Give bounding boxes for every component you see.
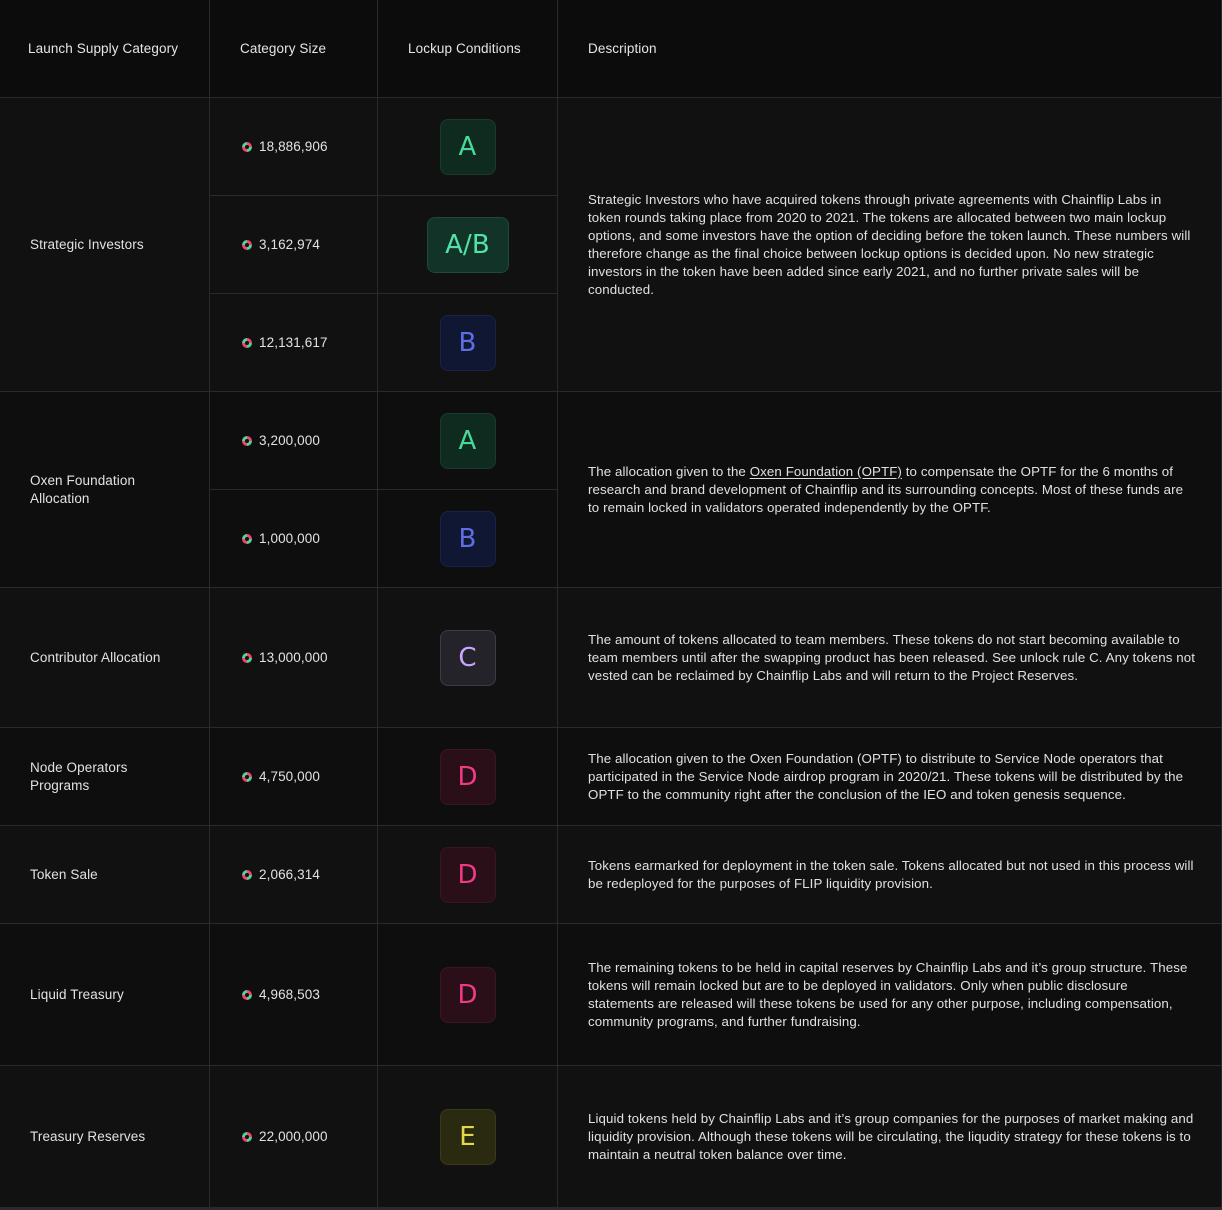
size-value: 12,131,617 — [259, 335, 328, 350]
size-cell — [210, 924, 378, 1066]
flip-token-icon — [242, 534, 252, 544]
description-node-operators: The allocation given to the Oxen Foundation (OPTF) to distribute to Service Node operators that participated in the Service Node airdrop program in 2020/21. These tokens will be distributed by the OPTF to the community right after the conclusion of the IEO and token genesis sequence. — [558, 728, 1222, 826]
size-value: 18,886,906 — [259, 139, 328, 154]
size-value: 22,000,000 — [259, 1129, 328, 1144]
description-strategic-investors: Strategic Investors who have acquired tokens through private agreements with Chainflip Labs in token rounds taking place from 2020 to 2021. The tokens are allocated between two main lockup options, and some investors have the option of deciding before the token launch. These numbers will therefore change as the final choice between lockup options is decided upon. No new strategic investors in the token have been added since early 2021, and no further private sales will be conducted. — [558, 98, 1222, 392]
category-oxen-foundation: Oxen Foundation Allocation — [0, 392, 210, 588]
lockup-cell — [378, 1066, 558, 1208]
size-value: 3,162,974 — [259, 237, 320, 252]
header-description: Description — [558, 0, 1222, 98]
category-token-sale: Token Sale — [0, 826, 210, 924]
lockup-cell — [378, 98, 558, 196]
flip-token-icon — [242, 990, 252, 1000]
lockup-cell — [378, 294, 558, 392]
size-cell — [210, 392, 378, 490]
size-value: 3,200,000 — [259, 433, 320, 448]
size-cell — [210, 490, 378, 588]
size-cell — [210, 294, 378, 392]
description-oxen-foundation — [558, 392, 1222, 588]
size-cell — [210, 826, 378, 924]
lockup-badge-b: B — [440, 315, 496, 371]
lockup-badge-c: C — [440, 630, 496, 686]
size-value: 4,968,503 — [259, 987, 320, 1002]
category-contributor: Contributor Allocation — [0, 588, 210, 728]
size-value: 13,000,000 — [259, 650, 328, 665]
header-category: Launch Supply Category — [0, 0, 210, 98]
lockup-badge-d: D — [440, 967, 496, 1023]
lockup-badge-ab: A/B — [427, 217, 509, 273]
flip-token-icon — [242, 240, 252, 250]
size-cell — [210, 196, 378, 294]
lockup-badge-d: D — [440, 749, 496, 805]
lockup-cell — [378, 588, 558, 728]
lockup-cell — [378, 196, 558, 294]
lockup-cell — [378, 728, 558, 826]
description-text-end: to compensate the OPTF for the 6 months of research and brand development of Chainflip and its surrounding concepts. Most of these funds are to remain locked in validators operated independently by the OPTF. — [588, 463, 1184, 515]
flip-token-icon — [242, 1132, 252, 1142]
lockup-badge-e: E — [440, 1109, 496, 1165]
lockup-badge-a: A — [440, 119, 496, 175]
lockup-cell — [378, 924, 558, 1066]
lockup-cell — [378, 826, 558, 924]
lockup-badge-b: B — [440, 511, 496, 567]
flip-token-icon — [242, 436, 252, 446]
description-token-sale: Tokens earmarked for deployment in the token sale. Tokens allocated but not used in this process will be redeployed for the purposes of FLIP liquidity provision. — [558, 826, 1222, 924]
header-size: Category Size — [210, 0, 378, 98]
size-value: 2,066,314 — [259, 867, 320, 882]
flip-token-icon — [242, 870, 252, 880]
category-strategic-investors: Strategic Investors — [0, 98, 210, 392]
size-cell — [210, 1066, 378, 1208]
size-value: 4,750,000 — [259, 769, 320, 784]
lockup-cell — [378, 490, 558, 588]
size-cell — [210, 98, 378, 196]
description-treasury-reserves: Liquid tokens held by Chainflip Labs and it’s group companies for the purposes of market making and liquidity provision. Although these tokens will be circulating, the liqudity strategy for these tokens is to maintain a neutral token balance over time. — [558, 1066, 1222, 1208]
lockup-badge-d: D — [440, 847, 496, 903]
description-contributor: The amount of tokens allocated to team members. These tokens do not start becoming available to team members until after the swapping product has been released. See unlock rule C. Any tokens not vested can be reclaimed by Chainflip Labs and will return to the Project Reserves. — [558, 588, 1222, 728]
size-value: 1,000,000 — [259, 531, 320, 546]
description-text-start: The allocation given to the — [588, 463, 750, 479]
description-text — [588, 463, 1197, 517]
lockup-cell — [378, 392, 558, 490]
description-liquid-treasury: The remaining tokens to be held in capital reserves by Chainflip Labs and it’s group structure. These tokens will remain locked but are to be deployed in validators. Only when public disclosure statements are released will these tokens be used for any other purpose, including compensation, community programs, and further fundraising. — [558, 924, 1222, 1066]
category-liquid-treasury: Liquid Treasury — [0, 924, 210, 1066]
size-cell — [210, 728, 378, 826]
flip-token-icon — [242, 772, 252, 782]
lockup-badge-a: A — [440, 413, 496, 469]
flip-token-icon — [242, 338, 252, 348]
flip-token-icon — [242, 653, 252, 663]
size-cell — [210, 588, 378, 728]
header-lockup: Lockup Conditions — [378, 0, 558, 98]
oxen-foundation-link[interactable]: Oxen Foundation (OPTF) — [749, 463, 902, 479]
flip-token-icon — [242, 142, 252, 152]
category-node-operators: Node Operators Programs — [0, 728, 210, 826]
category-treasury-reserves: Treasury Reserves — [0, 1066, 210, 1208]
